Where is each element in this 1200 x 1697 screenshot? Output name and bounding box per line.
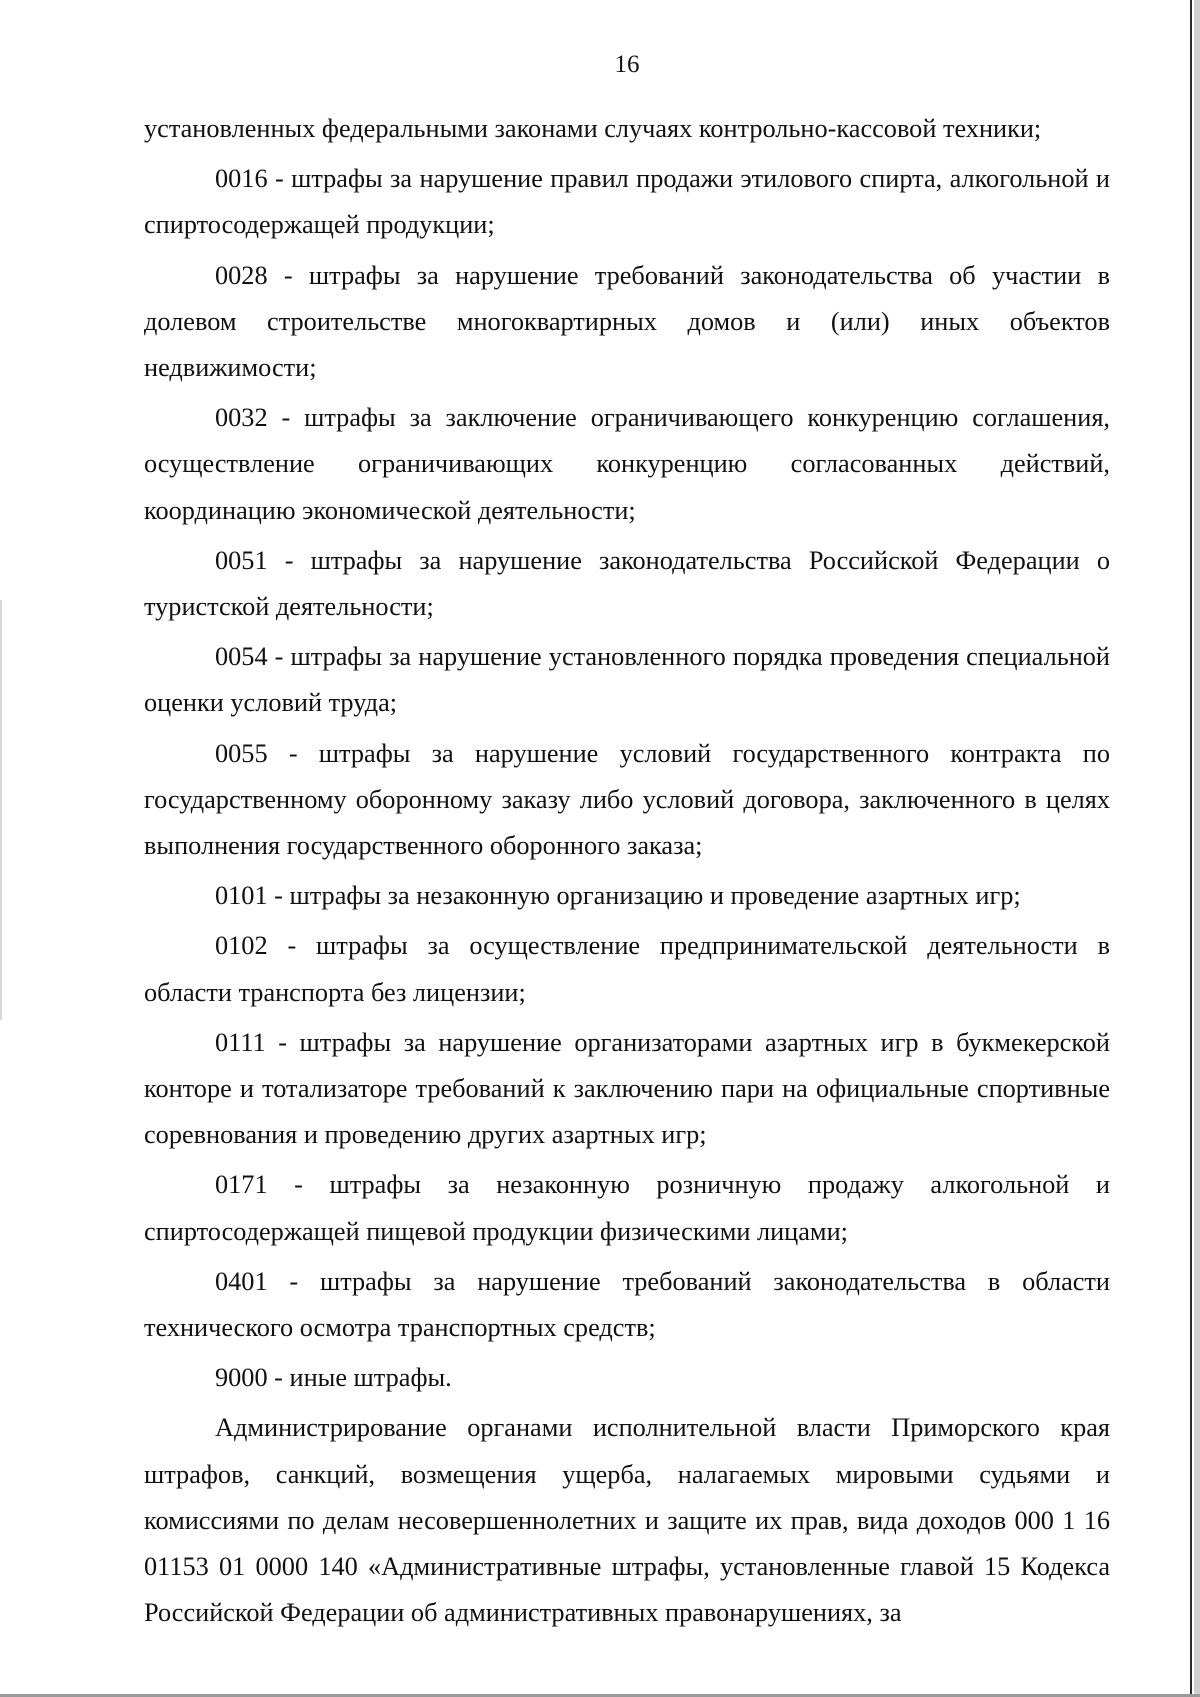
scan-right-edge-line: [1190, 0, 1192, 1697]
paragraph-code-0171: 0171 - штрафы за незаконную розничную продажу алкогольной и спиртосодержащей пищевой продукции физическими лицами;: [144, 1170, 1110, 1246]
paragraph-code-0051: 0051 - штрафы за нарушение законодательства Российской Федерации о туристской деятельности;: [144, 545, 1110, 622]
paragraph-code-0055: 0055 - штрафы за нарушение условий государственного контракта по государственному оборонному заказу либо условий договора, заключенного в целях выполнения государственного оборонного заказа;: [144, 738, 1110, 861]
paragraph-code-0016: 0016 - штрафы за нарушение правил продажи этилового спирта, алкогольной и спиртосодержащей продукции;: [144, 164, 1110, 240]
paragraph-code-0054: 0054 - штрафы за нарушение установленного порядка проведения специальной оценки условий труда;: [144, 642, 1110, 718]
paragraph-code-0102: 0102 - штрафы за осуществление предпринимательской деятельности в области транспорта без лицензии;: [144, 931, 1110, 1007]
page-number: 16: [614, 51, 640, 78]
paragraph-code-0401: 0401 - штрафы за нарушение требований законодательства в области технического осмотра транспортных средств;: [144, 1266, 1110, 1343]
document-body: [144, 106, 1110, 1637]
paragraph-administration: Администрирование органами исполнительной власти Приморского края штрафов, санкций, возмещения ущерба, налагаемых мировыми судьями и комиссиями по делам несовершеннолетних и защите их прав, вида доходов 000 1 16 01153 01 0000 140 «Административные штрафы, установленные главой 15 Кодекса Российской Федерации об административных правонарушениях, за: [144, 1413, 1110, 1628]
paragraph-code-0028: 0028 - штрафы за нарушение требований законодательства об участии в долевом строительстве многоквартирных домов и (или) иных объектов недвижимости;: [144, 260, 1110, 383]
scan-right-edge-shadow: [1194, 0, 1200, 1697]
paragraph-code-9000: 9000 - иные штрафы.: [215, 1363, 452, 1393]
paragraph-code-0101: 0101 - штрафы за незаконную организацию и проведение азартных игр;: [215, 881, 1021, 911]
scan-edge-mark: [0, 600, 2, 1020]
paragraph-code-0032: 0032 - штрафы за заключение ограничивающего конкуренцию соглашения, осуществление ограничивающих конкуренцию согласованных действий, координацию экономической деятельности;: [144, 403, 1110, 525]
paragraph-code-0111: 0111 - штрафы за нарушение организаторами азартных игр в букмекерской конторе и тотализаторе требований к заключению пари на официальные спортивные соревнования и проведению других азартных игр;: [144, 1027, 1110, 1150]
paragraph-continuation: установленных федеральными законами случаях контрольно-кассовой техники;: [144, 114, 1042, 143]
